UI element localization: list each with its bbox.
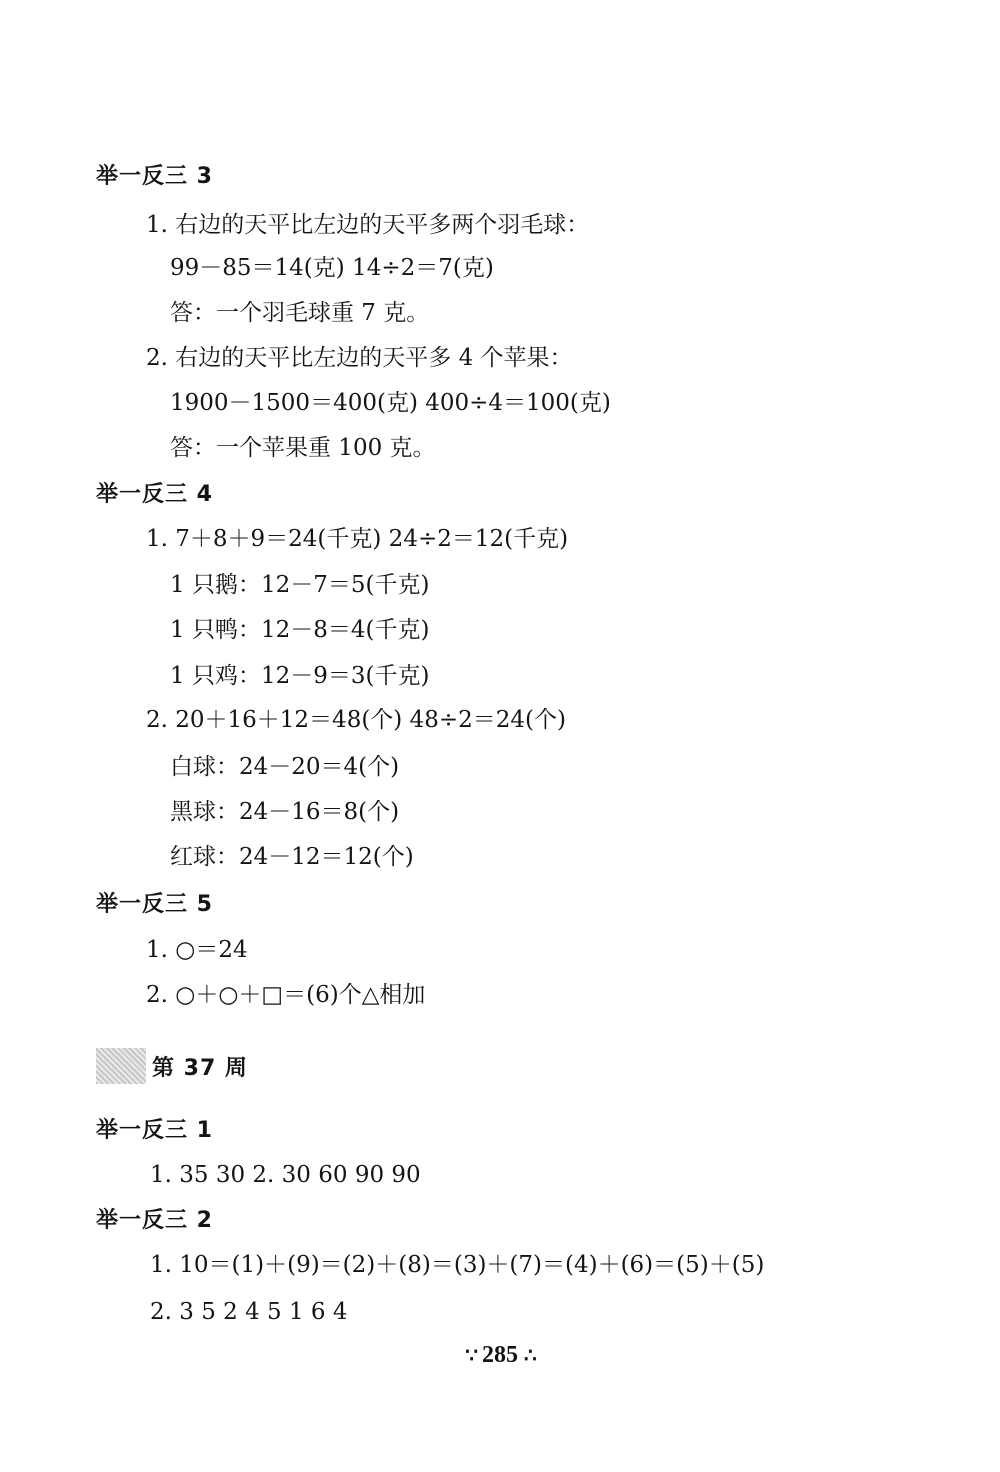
red-ball-count: 红球：24－12＝12(个) bbox=[170, 844, 414, 870]
problem-2-answer: 答：一个苹果重 100 克。 bbox=[170, 435, 436, 461]
page-number: 285 bbox=[482, 1342, 518, 1368]
problem-1-calculation: 99－85＝14(克) 14÷2＝7(克) bbox=[170, 255, 494, 281]
week-title bbox=[96, 1046, 248, 1086]
problem-1-answer: 答：一个羽毛球重 7 克。 bbox=[170, 300, 430, 326]
problem-2-equation: 2. ○＋○＋□＝(6)个△相加 bbox=[146, 982, 426, 1008]
section-heading-4: 举一反三 4 bbox=[96, 482, 213, 507]
white-ball-count: 白球：24－20＝4(个) bbox=[170, 754, 400, 780]
black-ball-count: 黑球：24－16＝8(个) bbox=[170, 799, 400, 825]
week-section-heading-2: 举一反三 2 bbox=[96, 1208, 213, 1233]
problem-1-text: 1. 右边的天平比左边的天平多两个羽毛球： bbox=[146, 212, 590, 238]
right-ornament: ∴ bbox=[524, 1345, 535, 1367]
section-heading-3: 举一反三 3 bbox=[96, 164, 213, 189]
page-number-footer bbox=[0, 1342, 1000, 1369]
left-ornament: ∵ bbox=[465, 1345, 476, 1367]
week-section-heading-1: 举一反三 1 bbox=[96, 1118, 213, 1143]
duck-weight: 1 只鸭：12－8＝4(千克) bbox=[170, 617, 430, 643]
week-shade-decoration bbox=[96, 1048, 146, 1084]
week-section-2-problem-2: 2. 3 5 2 4 5 1 6 4 bbox=[150, 1299, 348, 1325]
problem-1-calculation: 1. 7＋8＋9＝24(千克) 24÷2＝12(千克) bbox=[146, 526, 569, 552]
week-section-2-problem-1: 1. 10＝(1)＋(9)＝(2)＋(8)＝(3)＋(7)＝(4)＋(6)＝(5)＋(5) bbox=[150, 1252, 765, 1278]
problem-2-calculation: 1900－1500＝400(克) 400÷4＝100(克) bbox=[170, 390, 611, 416]
chicken-weight: 1 只鸡：12－9＝3(千克) bbox=[170, 663, 430, 689]
problem-1-equation: 1. ○＝24 bbox=[146, 937, 248, 963]
section-heading-5: 举一反三 5 bbox=[96, 892, 213, 917]
week-section-1-answers: 1. 35 30 2. 30 60 90 90 bbox=[150, 1162, 421, 1188]
goose-weight: 1 只鹅：12－7＝5(千克) bbox=[170, 572, 430, 598]
problem-2-text: 2. 右边的天平比左边的天平多 4 个苹果： bbox=[146, 345, 573, 371]
problem-2-calculation: 2. 20＋16＋12＝48(个) 48÷2＝24(个) bbox=[146, 707, 566, 733]
week-label: 第 37 周 bbox=[152, 1055, 248, 1081]
